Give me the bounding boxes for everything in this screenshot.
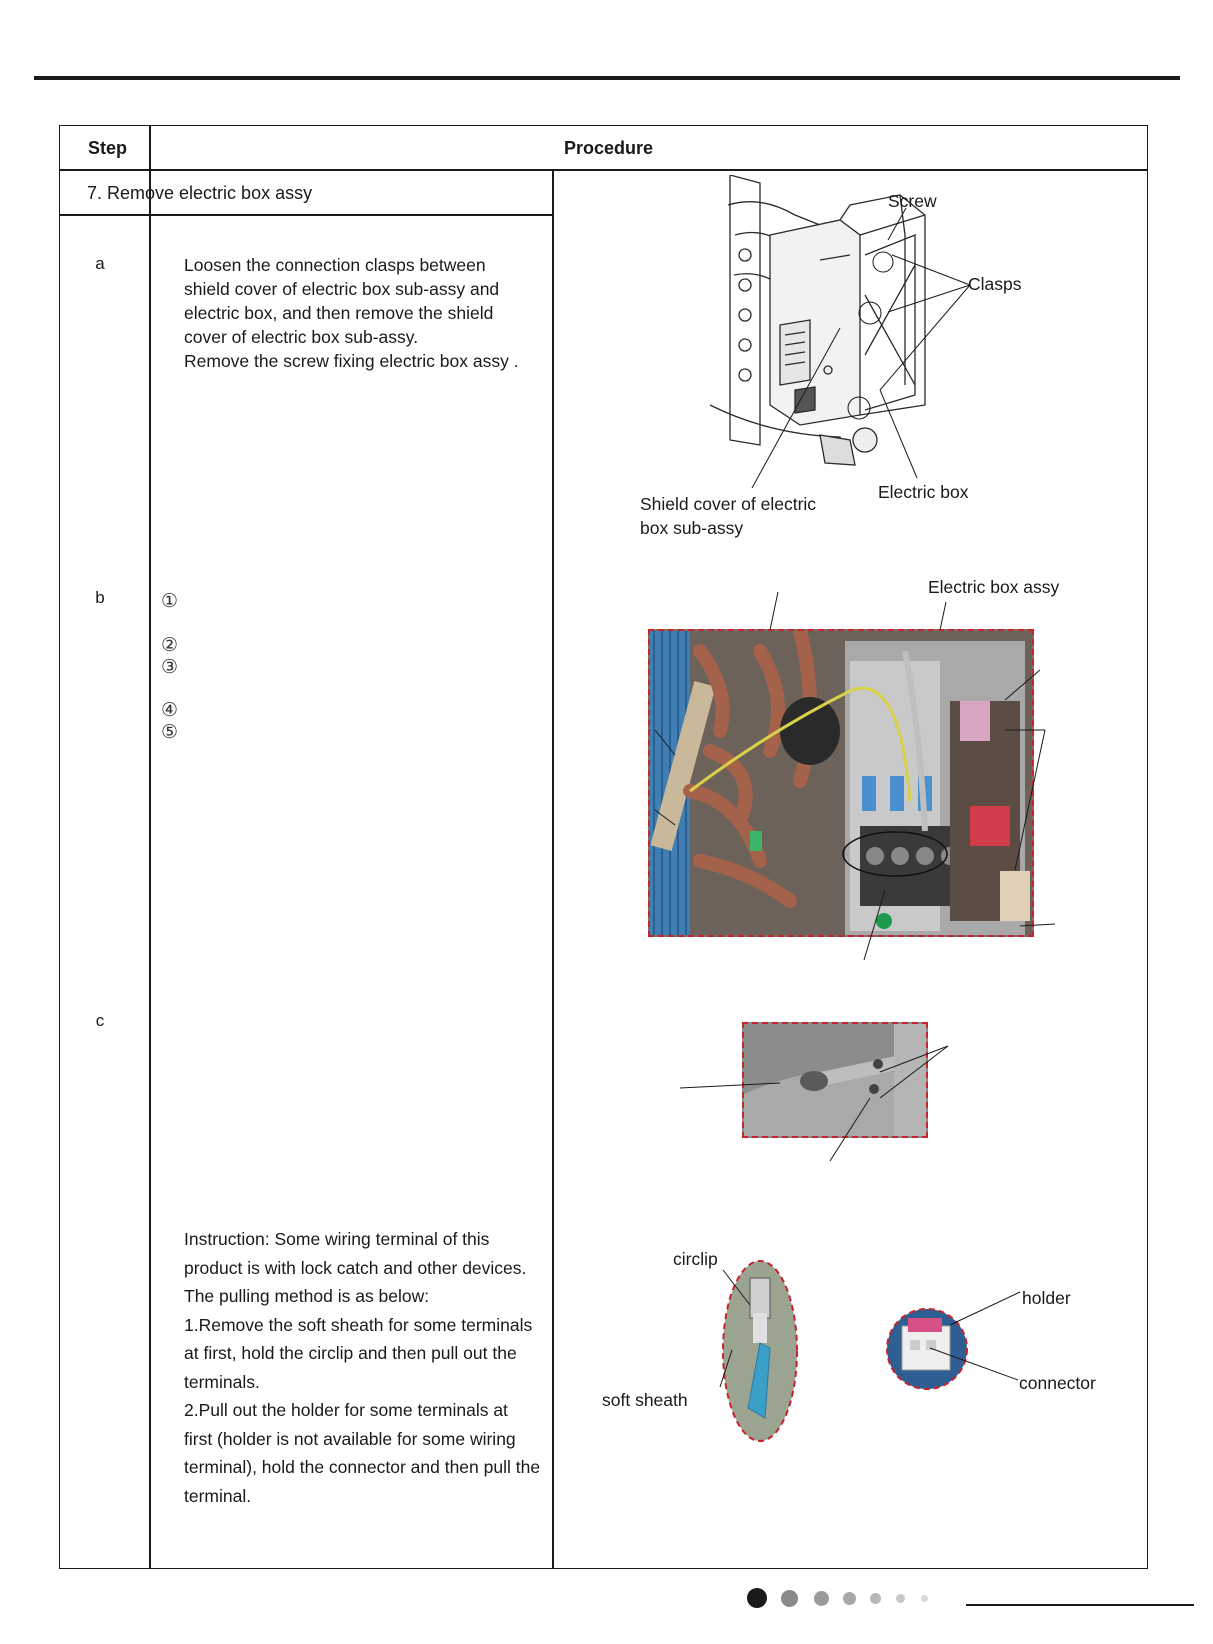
instruction-line: 2.Pull out the holder for some terminals at	[184, 1400, 508, 1420]
figure-a-leaders	[740, 200, 1010, 500]
step-column-divider	[149, 126, 151, 1568]
dot	[896, 1594, 905, 1603]
step-a-text	[184, 253, 519, 373]
label-electric-box: Electric box	[878, 482, 969, 502]
instruction-line: terminal), hold the connector and then pull the	[184, 1457, 541, 1477]
label-shield-cover-2: box sub-assy	[640, 518, 744, 538]
dot	[921, 1595, 928, 1602]
dot	[814, 1591, 829, 1606]
marker-4: ④	[161, 699, 179, 721]
marker-3: ③	[161, 656, 179, 678]
step-letter-c: c	[95, 1011, 105, 1030]
label-clasps: Clasps	[968, 274, 1022, 294]
dot	[781, 1590, 798, 1607]
header-procedure: Procedure	[564, 138, 654, 158]
step-title-rule	[60, 214, 553, 216]
terminal-leaders	[690, 1265, 1130, 1415]
label-circlip: circlip	[673, 1249, 718, 1269]
instruction-line: first (holder is not available for some wiring	[184, 1428, 516, 1449]
marker-5: ⑤	[161, 721, 179, 743]
instruction-line: Instruction: Some wiring terminal of this	[184, 1229, 490, 1249]
step-letter-a: a	[95, 254, 105, 273]
dot	[843, 1592, 856, 1605]
instruction-line: terminals.	[184, 1371, 260, 1392]
label-holder: holder	[1022, 1288, 1071, 1308]
label-soft-sheath: soft sheath	[602, 1390, 688, 1410]
figure-b-leaders	[620, 590, 1060, 960]
instruction-line: product is with lock catch and other devices.	[184, 1257, 527, 1278]
step-title: 7. Remove electric box assy	[87, 183, 313, 203]
marker-2: ②	[161, 634, 179, 656]
instruction-line: The pulling method is as below:	[184, 1286, 430, 1306]
step-a-line: cover of electric box sub-assy.	[184, 327, 419, 347]
header-step: Step	[88, 138, 128, 158]
footer-rule	[966, 1604, 1194, 1606]
step-a-line: Remove the screw fixing electric box assy .	[184, 351, 519, 371]
dot	[870, 1593, 881, 1604]
step-a-line: shield cover of electric box sub-assy and	[184, 279, 500, 299]
step-letter-b: b	[95, 588, 105, 607]
label-electric-box-assy: Electric box assy	[928, 577, 1060, 597]
instruction-line: at first, hold the circlip and then pull out the	[184, 1343, 517, 1363]
procedure-column-divider	[552, 169, 554, 1568]
instruction-text	[184, 1225, 540, 1510]
step-a-line: electric box, and then remove the shield	[184, 303, 494, 323]
label-connector: connector	[1019, 1373, 1096, 1393]
top-rule	[34, 76, 1180, 80]
marker-1: ①	[161, 590, 179, 612]
instruction-line: 1.Remove the soft sheath for some terminals	[184, 1314, 533, 1335]
header-rule	[60, 169, 1147, 171]
step-a-line: Loosen the connection clasps between	[184, 255, 486, 275]
dot	[747, 1588, 767, 1608]
label-shield-cover-1: Shield cover of electric	[640, 494, 817, 514]
instruction-line: terminal.	[184, 1485, 252, 1506]
label-screw: Screw	[888, 191, 937, 211]
figure-c-leaders	[680, 1036, 960, 1166]
